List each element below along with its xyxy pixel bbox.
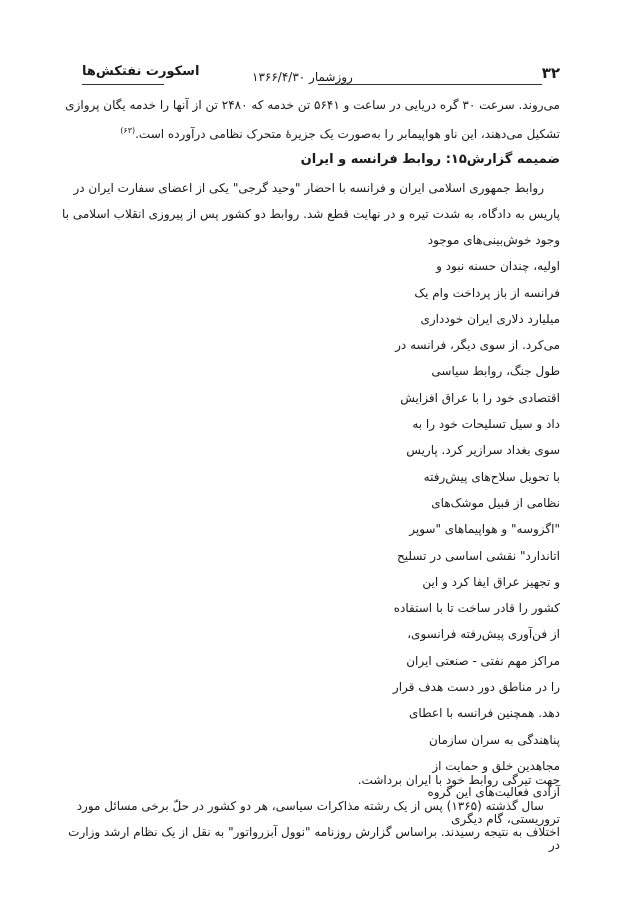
text-line: اختلاف به نتیجه رسیدند. براساس گزارش روزنامه "نوول آبزرواتور" به نقل از یک نظام ارشد وزارت [68, 825, 560, 839]
text-line: مراکز مهم نفتی - صنعتی ایران [406, 653, 560, 668]
text-line: اتاندارد" نقشی اساسی در تسلیح [397, 548, 560, 563]
text-line: با تحویل سلاح‌های پیش‌رفته [423, 469, 560, 484]
wrapped-text-column [378, 227, 560, 858]
text-line: پاریس به دادگاه، به شدت تیره و در نهایت قطع شد. روابط دو کشور پس از پیروزی انقلاب اسلامی با [62, 207, 560, 221]
book-title: اسکورت نفتکش‌ها [82, 64, 200, 79]
header-rule-right [318, 84, 542, 85]
text-line: پناهندگی به سران سازمان [428, 732, 560, 747]
text-line: اولیه، چندان حسنه نبود و [436, 259, 560, 274]
text-line: تروریستی، گام دیگری [451, 811, 560, 826]
text-line: "اگزوسه" و هواپیماهای "سوپر [409, 522, 560, 537]
diary-date-label: روزشمار ۱۳۶۶/۴/۳۰ [252, 70, 353, 84]
text-line: می‌روند. سرعت ۳۰ گره دریایی در ساعت و ۵۶۴۱ تن خدمه که ۲۴۸۰ تن از آنها را خدمه یگان پروازی [65, 98, 560, 112]
text-line: داد و سیل تسلیحات خود را به [412, 417, 560, 432]
text-line: فرانسه از باز پرداخت وام یک [414, 285, 560, 300]
text-line: دهد. همچنین فرانسه با اعطای [409, 706, 560, 721]
text-line: طول جنگ، روابط سیاسی [431, 364, 560, 379]
text-line: مجاهدین خلق و حمایت از [432, 758, 560, 773]
closing-paragraph [68, 767, 560, 845]
text-line: تشکیل می‌دهند، این ناو هواپیمابر را به‌صورت یک جزیرهٔ متحرک نظامی درآورده است.$^{(۶۳)}$ [120, 126, 560, 141]
text-line: در [548, 837, 560, 852]
intro-paragraph [65, 92, 560, 144]
text-line: آزادی فعالیت‌های این گروه [427, 785, 560, 800]
text-line: وجود خوش‌بینی‌های موجود [427, 233, 560, 247]
text-line: کشور را قادر ساخت تا با استفاده [393, 601, 560, 616]
text-line: اقتصادی خود را با عراق افزایش [400, 390, 560, 405]
text-line: سوی بغداد سرازیر کرد. پاریس [406, 443, 560, 458]
text-line: سال گذشته (۱۳۶۵) پس از یک رشته مذاکرات سیاسی، هر دو کشور در حلّ برخی مسائل مورد [76, 799, 544, 813]
text-line: و تجهیز عراق ایفا کرد و این [422, 574, 560, 589]
footnote-reference: (۶۳) [120, 126, 136, 135]
header-rule-left [82, 84, 164, 85]
section-title: ضمیمه گزارش۱۵: روابط فرانسه و ایران [300, 152, 560, 167]
text-line: می‌کرد. از سوی دیگر، فرانسه در [395, 338, 560, 353]
page-number: ۳۲ [541, 64, 560, 82]
text-line: نظامی از قبیل موشک‌های [431, 495, 560, 510]
body-paragraph [62, 175, 560, 227]
text-line: میلیارد دلاری ایران خودداری [420, 311, 560, 326]
text-line: را در مناطق دور دست هدف قرار [392, 680, 560, 695]
text-line: جهت تیرگی روابط خود با ایران برداشت. [357, 773, 560, 787]
text-line: روابط جمهوری اسلامی ایران و فرانسه با احضار "وحید گرجی" یکی از اعضای سفارت ایران در [73, 181, 544, 195]
running-header [82, 64, 560, 84]
text-line: از فن‌آوری پیش‌رفته فرانسوی، [407, 627, 560, 642]
